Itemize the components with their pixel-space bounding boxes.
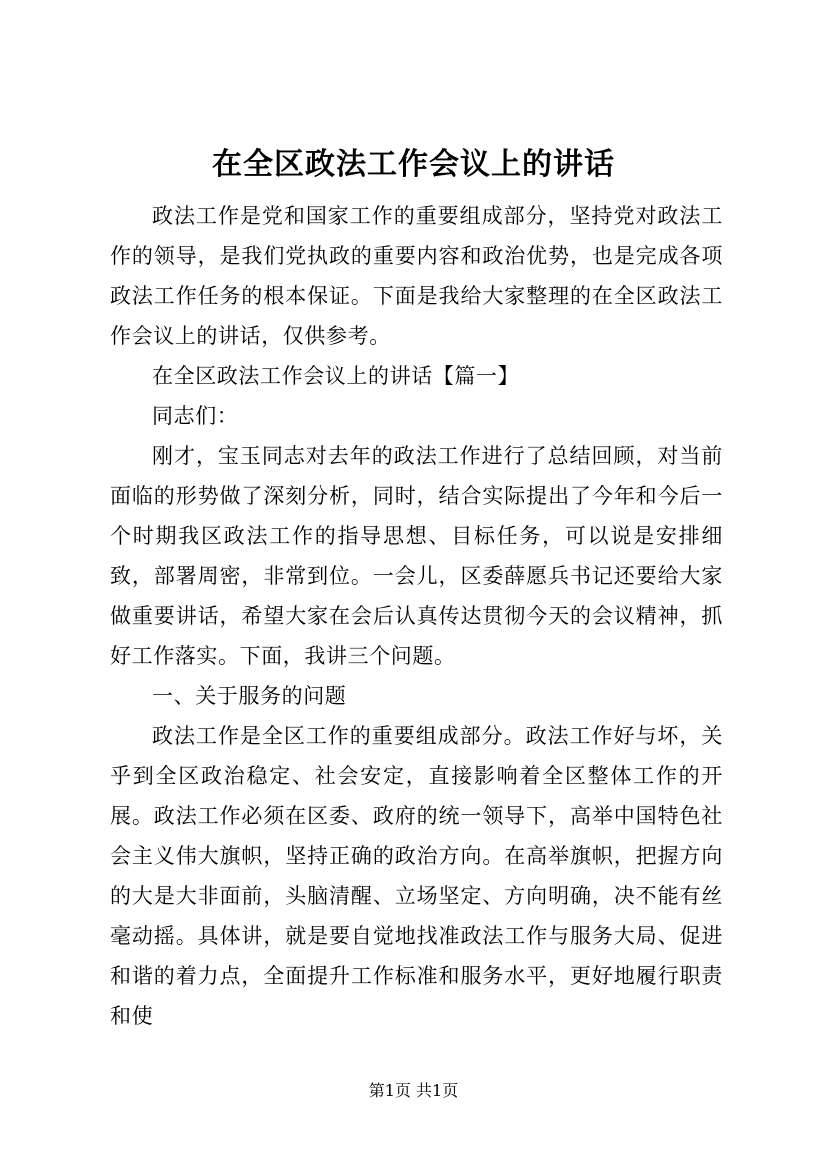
section-heading-part-one: 在全区政法工作会议上的讲话【篇一】 [152,364,520,388]
paragraph-service: 政法工作是全区工作的重要组成部分。政法工作好与坏，关乎到全区政治稳定、社会安定，直接影响着全区整体工作的开展。政法工作必须在区委、政府的统一领导下，高举中国特色社会主义伟大旗帜，坚持正确的政治方向。在高举旗帜，把握方向的大是大非面前，头脑清醒、立场坚定、方向明确，决不能有丝毫动摇。具体讲，就是要自觉地找准政法工作与服务大局、促进和谐的着力点，全面提升工作标准和服务水平，更好地履行职责和使 [110,724,723,1028]
section-heading-service: 一、关于服务的问题 [152,684,347,708]
paragraph-intro: 政法工作是党和国家工作的重要组成部分，坚持党对政法工作的领导，是我们党执政的重要内容和政治优势，也是完成各项政法工作任务的根本保证。下面是我给大家整理的在全区政法工作会议上的讲话，仅供参考。 [110,204,723,348]
document-body [110,196,723,1036]
page-footer: 第1页 共1页 [368,1081,459,1100]
paragraph-opening: 刚才，宝玉同志对去年的政法工作进行了总结回顾，对当前面临的形势做了深刻分析，同时，结合实际提出了今年和今后一个时期我区政法工作的指导思想、目标任务，可以说是安排细致，部署周密，非常到位。一会儿，区委薛愿兵书记还要给大家做重要讲话，希望大家在会后认真传达贯彻今天的会议精神，抓好工作落实。下面，我讲三个问题。 [110,444,723,668]
salutation: 同志们： [152,404,239,428]
page-title: 在全区政法工作会议上的讲话 [212,147,615,182]
